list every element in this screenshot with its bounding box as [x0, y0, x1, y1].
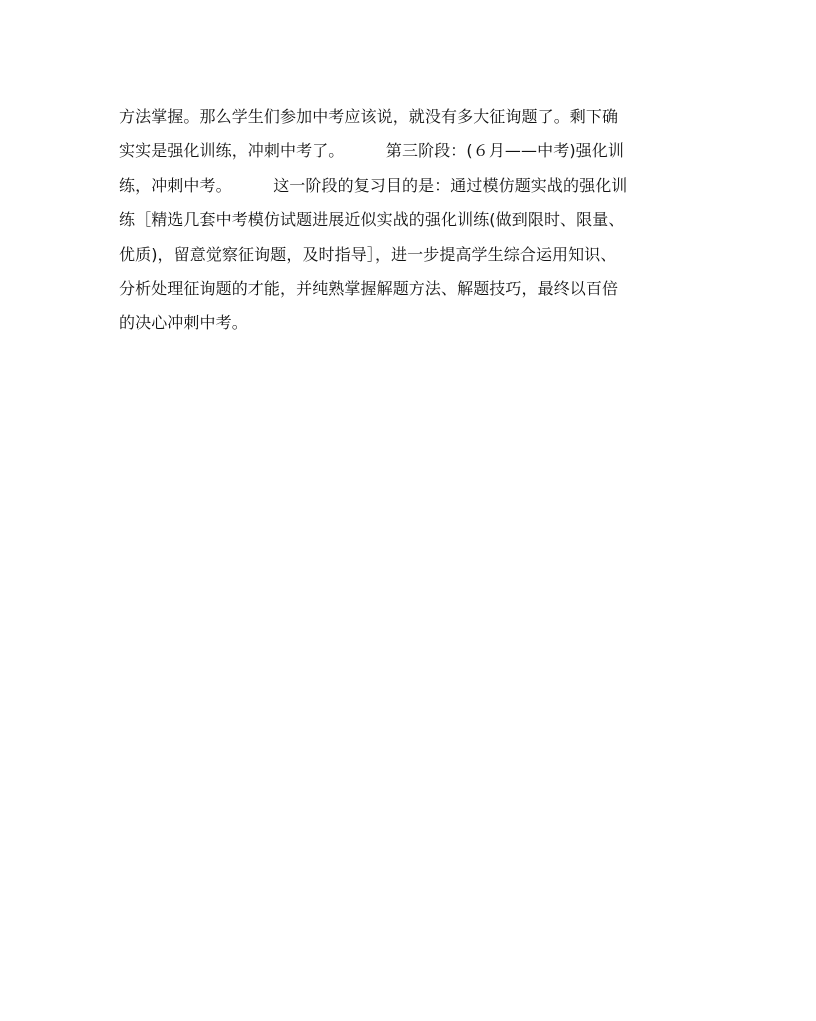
text-line: 优质)，留意觉察征询题，及时指导］，进一步提高学生综合运用知识、 — [119, 244, 617, 264]
text-line: 练［精选几套中考模仿试题进展近似实战的强化训练(做到限时、限量、 — [119, 210, 625, 230]
text-line: 实实是强化训练，冲刺中考了。 第三阶段：(６月——中考)强化训 — [119, 141, 624, 161]
text-line: 方法掌握。那么学生们参加中考应该说，就没有多大征询题了。剩下确 — [119, 107, 619, 126]
text-line: 练，冲刺中考。 这一阶段的复习目的是：通过模仿题实战的强化训 — [119, 175, 628, 195]
body-paragraph — [119, 100, 719, 341]
text-line: 分析处理征询题的才能，并纯熟掌握解题方法、解题技巧，最终以百倍 — [119, 278, 619, 298]
text-line: 的决心冲刺中考。 — [119, 313, 248, 333]
